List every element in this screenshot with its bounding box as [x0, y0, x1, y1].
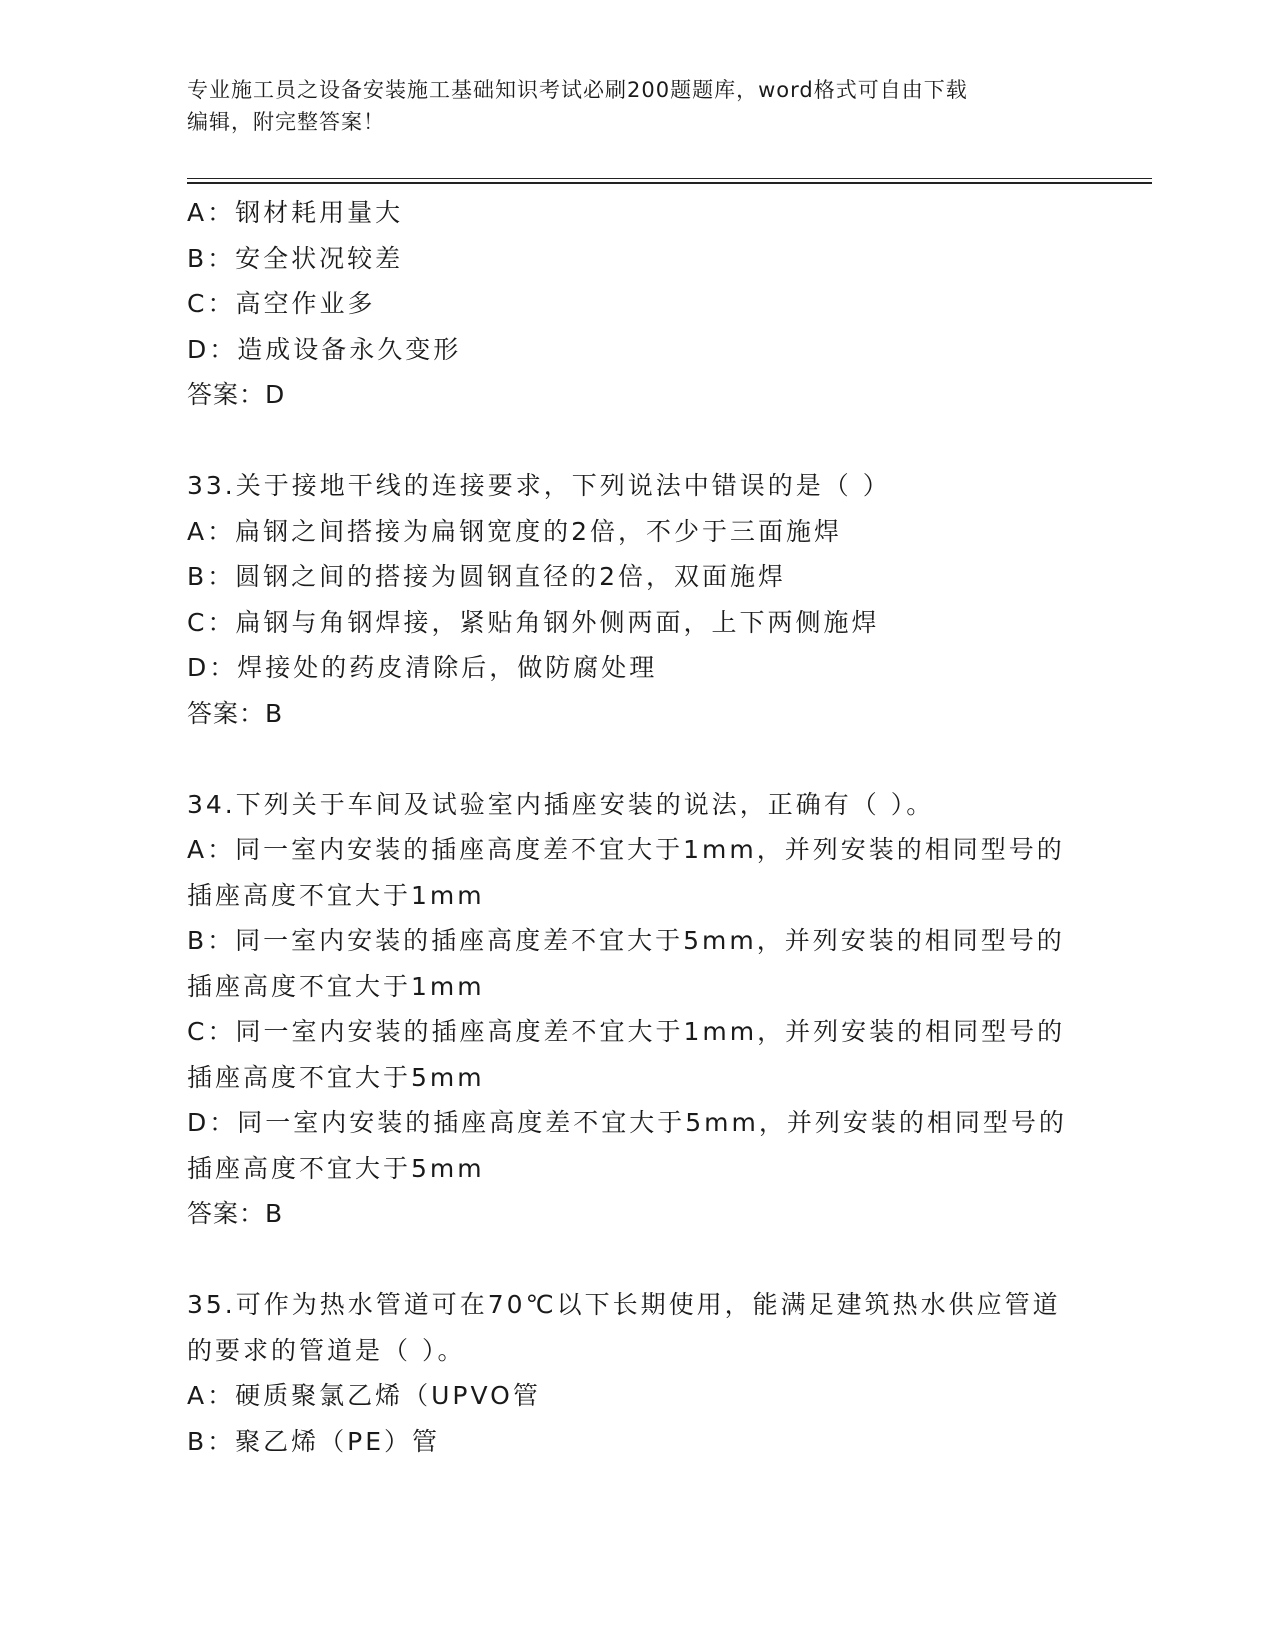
option-b: B：安全状况较差 [187, 243, 404, 273]
option-c: C：扁钢与角钢焊接，紧贴角钢外侧两面，上下两侧施焊 [187, 607, 880, 637]
question-stem-line-2: 的要求的管道是（ ）。 [187, 1335, 466, 1365]
option-a: A：扁钢之间搭接为扁钢宽度的2倍，不少于三面施焊 [187, 516, 843, 546]
spacer [187, 1237, 1087, 1283]
document-header [187, 74, 1067, 138]
option-a: A：钢材耗用量大 [187, 198, 404, 227]
header-divider-thick [187, 182, 1152, 184]
question-stem: 34.下列关于车间及试验室内插座安装的说法，正确有（ ）。 [187, 789, 935, 819]
question-stem: 33.关于接地干线的连接要求，下列说法中错误的是（ ） [187, 471, 891, 500]
option-a-line-1: A：同一室内安装的插座高度差不宜大于1mm，并列安装的相同型号的 [187, 835, 1065, 864]
spacer [187, 736, 1087, 782]
option-d-line-2: 插座高度不宜大于5mm [187, 1153, 485, 1183]
option-a-line-2: 插座高度不宜大于1mm [187, 880, 485, 910]
option-d: D：造成设备永久变形 [187, 334, 462, 364]
question-35 [187, 1282, 1087, 1464]
option-b: B：聚乙烯（PE）管 [187, 1426, 441, 1456]
option-b-line-2: 插座高度不宜大于1mm [187, 971, 485, 1001]
header-title-line-2: 编辑，附完整答案！ [187, 110, 385, 134]
option-c-line-1: C：同一室内安装的插座高度差不宜大于1mm，并列安装的相同型号的 [187, 1017, 1066, 1046]
question-stem-line-1: 35.可作为热水管道可在70℃以下长期使用，能满足建筑热水供应管道 [187, 1290, 1061, 1319]
header-divider-thin [187, 178, 1152, 179]
option-d: D：焊接处的药皮清除后，做防腐处理 [187, 653, 658, 682]
option-a: A：硬质聚氯乙烯（UPVO管 [187, 1381, 541, 1410]
option-b-line-1: B：同一室内安装的插座高度差不宜大于5mm，并列安装的相同型号的 [187, 926, 1065, 955]
option-d-line-1: D：同一室内安装的插座高度差不宜大于5mm，并列安装的相同型号的 [187, 1108, 1067, 1137]
answer-line: 答案：D [187, 380, 286, 409]
spacer [187, 418, 1087, 464]
option-b: B：圆钢之间的搭接为圆钢直径的2倍，双面施焊 [187, 562, 787, 591]
option-c-line-2: 插座高度不宜大于5mm [187, 1062, 485, 1092]
question-34 [187, 782, 1087, 1237]
option-c: C：高空作业多 [187, 289, 376, 318]
answer-line: 答案：B [187, 1199, 284, 1228]
header-title-line-1: 专业施工员之设备安装施工基础知识考试必刷200题题库，word格式可自由下载 [187, 78, 968, 102]
question-list [187, 190, 1087, 1464]
question-33 [187, 463, 1087, 736]
question-32 [187, 190, 1087, 418]
answer-line: 答案：B [187, 698, 284, 728]
